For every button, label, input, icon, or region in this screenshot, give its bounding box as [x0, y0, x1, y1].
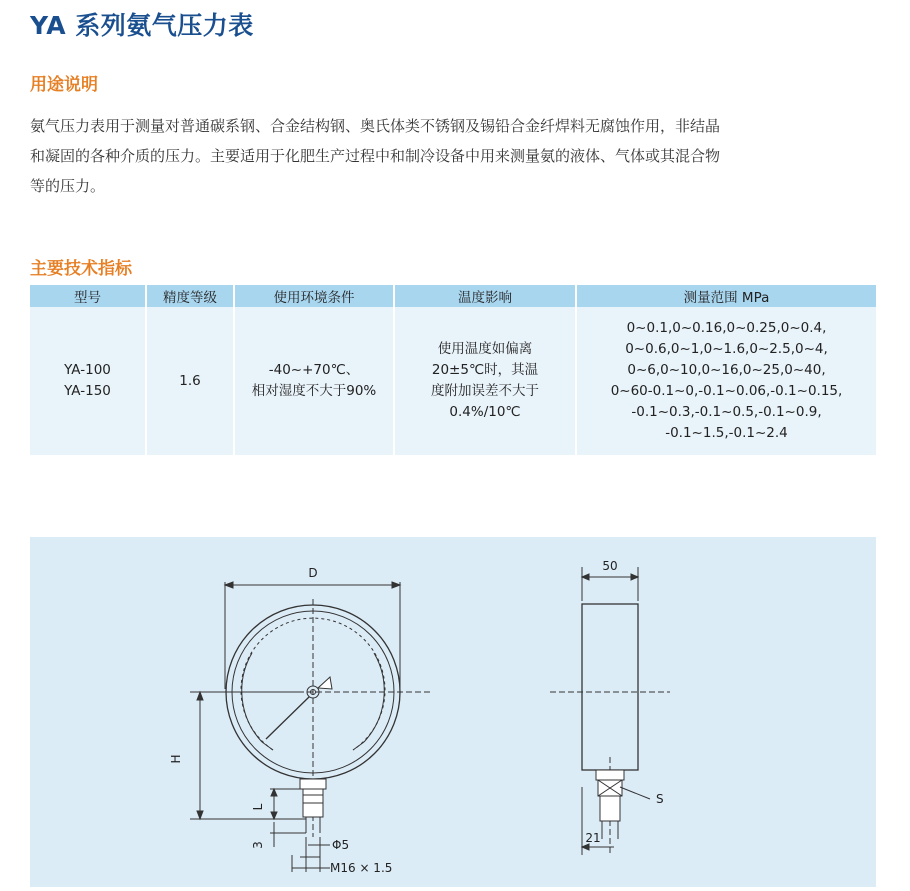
usage-heading: 用途说明 [30, 75, 98, 95]
spec-table-header-row [30, 285, 876, 307]
label-side-width: 50 [602, 559, 618, 573]
range-line: 0~60-0.1~0,-0.1~0.06,-0.1~0.15, [610, 383, 843, 399]
temperature-line: 度附加误差不大于 [431, 383, 539, 399]
usage-line: 氨气压力表用于测量对普通碳系钢、合金结构钢、奥氏体类不锈钢及锡铅合金纤焊料无腐蚀作用，非结晶 [30, 117, 721, 135]
header-range: 测量范围 MPa [576, 285, 876, 307]
cell-accuracy: 1.6 [146, 307, 234, 455]
environment-line: 相对湿度不大于90% [251, 383, 377, 399]
label-three: 3 [251, 841, 265, 849]
model-value: YA-150 [64, 383, 111, 399]
label-h: H [169, 754, 183, 764]
header-temperature: 温度影响 [394, 285, 576, 307]
page-title: YA 系列氨气压力表 [30, 11, 254, 40]
temperature-line: 20±5℃时，其温 [431, 362, 539, 378]
environment-line: -40~+70℃、 [268, 362, 360, 378]
dimension-drawing [30, 537, 876, 887]
cell-environment [234, 307, 394, 455]
spec-table [30, 285, 876, 455]
label-phi5: Φ5 [332, 838, 350, 852]
usage-description [30, 111, 890, 201]
range-line: -0.1~1.5,-0.1~2.4 [665, 425, 788, 441]
temperature-line: 0.4%/10℃ [449, 404, 521, 420]
range-line: 0~0.1,0~0.16,0~0.25,0~0.4, [626, 320, 827, 336]
cell-ranges [576, 307, 876, 455]
model-value: YA-100 [64, 362, 111, 378]
usage-line: 等的压力。 [30, 177, 106, 195]
table-row [30, 307, 876, 455]
label-d: D [308, 566, 318, 580]
header-accuracy: 精度等级 [146, 285, 234, 307]
gauge-front-view [190, 582, 432, 872]
label-twenty-one: 21 [585, 831, 601, 845]
range-line: 0~0.6,0~1,0~1.6,0~2.5,0~4, [625, 341, 828, 357]
usage-line: 和凝固的各种介质的压力。主要适用于化肥生产过程中和制冷设备中用来测量氨的液体、气体或其混合物 [30, 147, 721, 165]
label-s: S [656, 792, 664, 806]
gauge-side-view [550, 567, 670, 855]
range-line: -0.1~0.3,-0.1~0.5,-0.1~0.9, [631, 404, 822, 420]
header-model: 型号 [30, 285, 146, 307]
temperature-line: 使用温度如偏离 [437, 341, 533, 357]
range-line: 0~6,0~10,0~16,0~25,0~40, [627, 362, 826, 378]
specs-heading: 主要技术指标 [30, 259, 132, 279]
label-l: L [251, 803, 265, 811]
header-environment: 使用环境条件 [234, 285, 394, 307]
cell-models [30, 307, 146, 455]
dimension-drawing-panel [30, 537, 876, 887]
cell-temperature [394, 307, 576, 455]
label-thread: M16 × 1.5 [330, 861, 393, 875]
